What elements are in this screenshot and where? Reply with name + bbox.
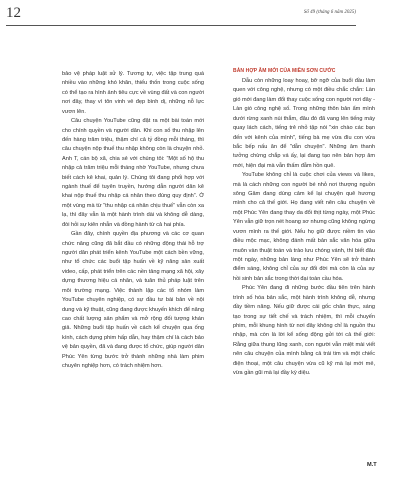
left-column: [62, 70, 204, 372]
right-paragraph-3: Phúc Yên đang đi những bước đầu tiên trên hành trình số hóa bản sắc, một hành trình không dễ, nhưng đầy tiềm năng. Nếu giữ được cái gốc chân thực, sáng tạo trong sự tiết chế và trách nhiệm, thì mỗi chuyến phim, mỗi khung hình từ nơi đây không chỉ là nguồn thu nhập, mà còn là lời kể sống động gửi tới cả thế giới: Rằng giữa thung lũng xanh, con người vẫn miệt mài viết nên câu chuyện của mình bằng cả trái tim và một chiếc điện thoại, một câu chuyện vừa cũ kỹ mà lại mới mẻ, vừa gần gũi mà lại đầy kỳ diệu.: [233, 285, 375, 377]
header-rule: [6, 25, 356, 26]
left-paragraph-1: bảo vệ pháp luật sử lý. Tương tự, việc tập trung quá nhiều vào những khó khăn, thiếu thốn trong cuộc sống có thể tạo ra hình ảnh tiêu cực về vùng đất và con người nơi đây, thay vì tôn vinh vẻ đẹp bình dị, những nỗ lực vươn lên.: [62, 71, 204, 115]
issue-label: Số 49 (tháng 6 năm 2025): [303, 10, 356, 15]
right-column: [233, 77, 375, 379]
author-signature: M.T: [367, 462, 377, 468]
section-heading: BẢN HỢP ÂM MỚI CỦA MIỀN SƠN CƯỚC: [233, 68, 336, 74]
right-paragraph-1: Dẫu còn những loay hoay, bỡ ngỡ của buổi đầu làm quen với công nghệ, nhưng có một điều chắc chắn: Làn gió mới đang làm đổi thay cuộc sống con người nơi đây - Làn gió công nghệ số. Trong những thôn bản ẩm mình dưới rừng xanh núi thẳm, đâu đó đã vang lên tiếng máy quay lách cách, tiếng trẻ nhỏ tập nói "xin chào các bạn đến với kênh của mình", tiếng bà mẹ vừa đìu con vừa bắc bếp nấu ăn để "dẫn chuyện". Những âm thanh tưởng chừng chắp vá ấy, lại đang tạo nên bản hợp âm mới, hiện đại mà vẫn thấm đẫm hồn quê.: [233, 78, 375, 169]
left-paragraph-3: Gần đây, chính quyền địa phương và các cơ quan chức năng cũng đã bắt đầu có những động thái hỗ trợ người dân phát triển kênh YouTube một cách bền vững, như tổ chức các buổi tập huấn về kỹ năng sản xuất video, cấp, phát triển trên các nền tảng mạng xã hội, xây dựng thương hiệu cá nhân, và tuân thủ pháp luật trên môi trường mạng. Việc thành lập các tổ nhóm làm YouTube chuyên nghiệp, có sự đầu tư bài bản về nội dung và kỹ thuật, cũng đang được khuyến khích để nâng cao chất lượng sản phẩm và mở rộng đối tượng khán giả. Những buổi tập huấn về cách kể chuyện qua ống kính, cách dựng phim hấp dẫn, hay thậm chí là cách bảo vệ bản quyền, đã và đang được tổ chức, giúp người dân Phúc Yên từng bước trở thành những nhà làm phim chuyên nghiệp hơn, có trách nhiệm hơn.: [62, 231, 204, 370]
left-paragraph-2: Câu chuyện YouTube cũng đặt ra một bài toán mới cho chính quyền và người dân. Khi con số thu nhập lên đến hàng trăm triệu, thậm chí cả tỷ đồng mỗi tháng, thì câu chuyện nộp thuế thu nhập không còn là chuyện nhỏ. Anh T, cán bộ xã, chia sẻ với chúng tôi: “Một số hộ thu nhập cả trăm triệu mỗi tháng nhờ YouTube, nhưng chưa biết cách kê khai, quản lý. Chúng tôi đang phối hợp với ngành thuế để tuyên truyền, hướng dẫn người dân kê khai nộp thuế thu nhập cá nhân theo đúng quy định”. Ở một vùng mà từ “thu nhập cá nhân chịu thuế” vẫn còn xa lạ, thì đây vẫn là một hành trình dài và không dễ dàng, đòi hỏi sự kiên nhẫn và đồng hành từ cả hai phía.: [62, 118, 204, 228]
page-number: 12: [6, 5, 21, 21]
right-paragraph-2: YouTube không chỉ là cuộc chơi của views và likes, mà là cách những con người bé nhỏ nơi thượng nguồn sông Gâm đang dùng cảm kể lại chuyện quê hương mình cho cả thế giới. Họ đang viết nên câu chuyện về một Phúc Yên đang thay da đổi thịt từng ngày, một Phúc Yên vẫn giữ trọn nét hoang sơ nhưng cũng không ngừng vươn mình ra thế giới. Nếu họ giữ được niềm tin vào điều mộc mạc, không đánh mất bản sắc văn hóa giữa muôn vàn thuật toán và trào lưu chóng vánh, thì biết đâu một ngày, những bản làng như Phúc Yên sẽ trở thành điểm sáng, không chỉ của sự đổi đời mà còn là của sự hồi sinh bản sắc trong thời đại toàn cầu hóa.: [233, 172, 375, 282]
